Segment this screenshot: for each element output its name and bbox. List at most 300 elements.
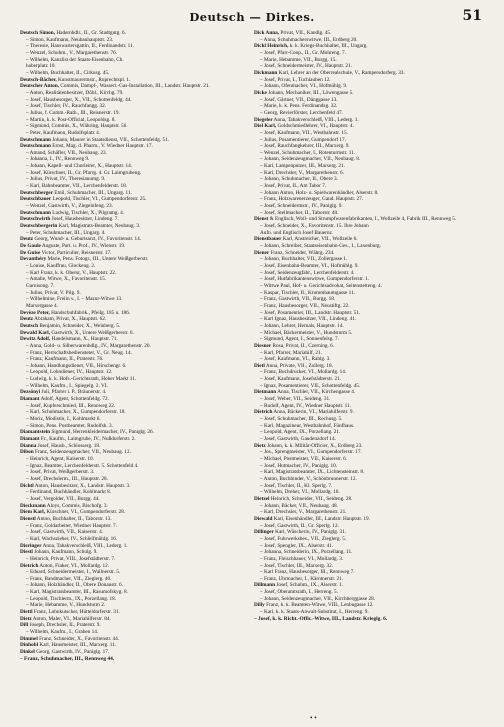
directory-entry bbox=[254, 210, 486, 217]
directory-entry bbox=[254, 589, 486, 596]
entry-details: Johann, Kaufmann, Schulg. 9. bbox=[32, 549, 98, 556]
entry-details: – Karl, Wachszieher, IV., Schleifmühlg. 16. bbox=[26, 535, 118, 542]
entry-details: – Josef, Hutfabrikantenswitwe, Gumpendorferstr. 1. bbox=[260, 276, 370, 283]
entry-surname: Diamantstein bbox=[20, 429, 51, 436]
entry-surname: Dillmann bbox=[254, 582, 276, 589]
directory-entry bbox=[254, 190, 486, 197]
directory-entry bbox=[20, 376, 252, 383]
directory-entry bbox=[20, 549, 252, 556]
entry-details: Privat, VII., Kandlg. 45. bbox=[279, 30, 332, 36]
directory-entry bbox=[20, 37, 252, 44]
directory-entry bbox=[254, 83, 486, 90]
entry-surname: Dickl Heinrich, bbox=[254, 43, 289, 50]
directory-entry bbox=[20, 183, 252, 190]
entry-surname: Deutsch bbox=[20, 322, 39, 329]
directory-entry bbox=[254, 170, 486, 177]
directory-entry bbox=[20, 57, 252, 64]
directory-entry bbox=[254, 383, 486, 390]
directory-entry bbox=[20, 110, 252, 117]
entry-details: Anna, Bäckerin, VI., Mariahilferstr. 9. bbox=[272, 409, 354, 416]
entry-surname: Dienst bbox=[254, 216, 269, 223]
entry-surname: Deutschberger bbox=[20, 189, 53, 196]
entry-details: – Josef, Kaufmann, VI., Rahlg. 3. bbox=[260, 356, 331, 363]
directory-entry bbox=[254, 97, 486, 104]
entry-surname: Deutsch-Bächer, bbox=[20, 76, 57, 83]
entry-details: – Josef, Oberamtsrath, I., Herreng. 5. bbox=[260, 589, 338, 596]
directory-entry bbox=[20, 216, 252, 223]
directory-entry bbox=[254, 117, 486, 124]
directory-entry bbox=[254, 263, 486, 270]
directory-entry bbox=[254, 150, 486, 157]
entry-details: – Georg, Revierförster, Lerchenfeld 47. bbox=[260, 109, 343, 116]
directory-entry bbox=[20, 350, 252, 357]
entry-surname: Deutschbauer bbox=[20, 196, 52, 203]
entry-details: – Sigmund, Agent, I., Sonnenfelsg. 7. bbox=[260, 336, 339, 343]
entry-details: – Josef, Spengler, IX., Alserstr. 41. bbox=[260, 542, 334, 549]
entry-details: – Ignaz, Beamter, Lerchenfelderstr. 5. Schottenfeld 4. bbox=[26, 462, 139, 469]
entry-details: – Peter, Kaufmann, Rudolfsplatz 4. bbox=[26, 129, 101, 136]
entry-surname: Dieckmann bbox=[20, 502, 46, 509]
entry-details: Benjamin, Schneider, X., Weinberg. 5. bbox=[38, 322, 121, 329]
directory-entry bbox=[20, 369, 252, 376]
directory-entry bbox=[20, 516, 252, 523]
directory-entry bbox=[20, 243, 252, 250]
entry-details: – Josef, Rauchfangkehrer, III., Marxerg. 9. bbox=[260, 143, 350, 150]
entry-surname: Dillinger bbox=[254, 529, 274, 536]
directory-entry bbox=[254, 596, 486, 603]
entry-details: – Josef, Tischler, III., Marxerg. 32. bbox=[260, 562, 334, 569]
entry-details: Josef, Schuhm., IX., Alserstr. 1. bbox=[275, 582, 343, 589]
directory-entry bbox=[254, 543, 486, 550]
entry-details: – Josef, Kaufmann, VII., Westbahnstr. 15. bbox=[260, 129, 348, 136]
entry-details: – Franz, Herrschaftsbediensteter, V., Gr. Neug. 14. bbox=[26, 349, 132, 356]
entry-details: – Louise, Kauffrau, Glockeng. 2. bbox=[26, 262, 96, 269]
directory-entry bbox=[254, 456, 486, 463]
right-column bbox=[254, 30, 486, 720]
entry-details: Johann, k. k. Militär-Officier, X., Erdberg 23. bbox=[265, 442, 363, 449]
directory-entry bbox=[20, 356, 252, 363]
entry-details: – Karl Franz, Hausbesorger, III., Rennweg 7. bbox=[260, 569, 355, 576]
directory-entry bbox=[254, 350, 486, 357]
directory-entry bbox=[20, 429, 252, 436]
directory-entry bbox=[254, 536, 486, 543]
entry-details: – Julius, Privat, IV., Theresianumg. 9. bbox=[26, 176, 106, 183]
directory-entry bbox=[20, 316, 252, 323]
entry-details: – Karl, k. k. Staats-Anwalt-Substitut, I., Herreng. 9. bbox=[260, 609, 369, 616]
entry-details: – Josef, Hutmacher, IV., Paniglg. 10. bbox=[260, 462, 338, 469]
entry-details: – Marie, k. k. Pens. Ferdinandsg. 32. bbox=[260, 103, 338, 110]
directory-entry bbox=[20, 150, 252, 157]
directory-entry bbox=[20, 103, 252, 110]
entry-details: – Karl Ignaz, Hausbesitzer, VII., Lindeng. 41. bbox=[260, 316, 357, 323]
entry-details: – Michael, Bäckermeister, V., Hundsturm 5. bbox=[260, 329, 353, 336]
entry-details: Anna, Tabakverschleiß, VIII., Lederg. 1. bbox=[41, 542, 128, 549]
entry-details: – Ferdinand, Buchhändler, Kohlmarkt 8. bbox=[26, 489, 112, 496]
page-header bbox=[22, 10, 482, 26]
entry-details: – Karl, Schuhmacher, X., Gumpendorferstr. 18. bbox=[26, 409, 126, 416]
entry-details: Rosa, Privat, II., Czerning. 6. bbox=[271, 342, 335, 349]
entry-surname: Dietmann bbox=[254, 389, 277, 396]
directory-entry bbox=[20, 230, 252, 237]
entry-details: & Englisch, Woll- und Strumpfwarenfabrikanten, I., Wollzeile 4, Fabrik III., Rennweg 5. bbox=[268, 216, 457, 223]
directory-entry bbox=[254, 77, 486, 84]
directory-entry bbox=[20, 456, 252, 463]
directory-entry bbox=[254, 316, 486, 323]
directory-entry bbox=[20, 589, 252, 596]
directory-entry bbox=[20, 283, 252, 290]
entry-surname: Dietl bbox=[254, 362, 265, 369]
entry-details: Leopold, Tischler, VI., Gumpendorferstr. 25. bbox=[51, 196, 147, 203]
directory-entry bbox=[20, 250, 252, 257]
directory-entry bbox=[20, 509, 252, 516]
directory-entry bbox=[20, 117, 252, 124]
entry-details: – Amand, Schäfler, VII., Neubaug. 23. bbox=[26, 149, 107, 156]
directory-entry bbox=[20, 463, 252, 470]
entry-details: – Simon, Kaufmann, Neubauhauptstr. 23. bbox=[26, 36, 114, 43]
entry-details: – Josef, Privat, Weißgerberstr. 3. bbox=[26, 469, 95, 476]
entry-details: Anna, Tischler, VII., Kirchengasse 4. bbox=[276, 389, 356, 396]
entry-details: – Josef, Tischler, IV., Rauchfangg. 32. bbox=[26, 103, 107, 110]
entry-details: Anton, Buchhalter, II., Taborstr. 13. bbox=[35, 515, 112, 522]
directory-entry bbox=[20, 416, 252, 423]
directory-entry bbox=[254, 323, 486, 330]
entry-details: – Johann, Lehrer, Hernals, Hauptstr. 14. bbox=[260, 322, 344, 329]
entry-details: – Josef, Stellmacher, II., Taborstr. 40. bbox=[260, 209, 339, 216]
folio-mark: • • bbox=[310, 714, 317, 722]
directory-entry bbox=[254, 416, 486, 423]
directory-entry bbox=[254, 230, 486, 237]
entry-details: – Franz, Buchdrucker, VI., Mollardg. 14. bbox=[260, 369, 347, 376]
entry-details: – Josef, Drechslerm., III., Hauptstr. 28. bbox=[26, 475, 108, 482]
directory-entry bbox=[20, 529, 252, 536]
directory-entry bbox=[254, 523, 486, 530]
entry-details: Karl, Magistrats-Beamter, Neubaug. 3. bbox=[57, 223, 141, 230]
entry-details: – Johann, Schuhmacher, II., Obere 3. bbox=[260, 176, 338, 183]
entry-details: – Josef, Hausbesorger, X., VII., Schottenfeldg. 44. bbox=[26, 96, 132, 103]
directory-entry bbox=[254, 123, 486, 130]
directory-entry bbox=[20, 483, 252, 490]
directory-entry bbox=[20, 97, 252, 104]
entry-details: Kürschner, VI., Gumpendorferstr. 28. bbox=[45, 509, 126, 516]
directory-entry bbox=[20, 296, 252, 303]
entry-details: – Josef, Privat, II., Am Tabor 7. bbox=[260, 183, 327, 190]
entry-details: – Moriz, Modistin, I., Kohlmarkt 6. bbox=[26, 416, 101, 423]
directory-entry bbox=[20, 90, 252, 97]
directory-entry bbox=[20, 30, 252, 37]
directory-entry bbox=[20, 323, 252, 330]
directory-entry bbox=[20, 203, 252, 210]
directory-entry bbox=[20, 63, 252, 70]
entry-details: Josef, Hausbesitzer, Lindeng. 7. bbox=[50, 216, 119, 223]
directory-entry bbox=[20, 489, 252, 496]
directory-entry bbox=[20, 609, 252, 616]
entry-details: Marie, Pens. Fotogr., III., Untere Weißgerberstr. bbox=[46, 256, 149, 263]
entry-details: – Franz, Hausbesorger, VII., Neustiftg. 22. bbox=[260, 302, 350, 309]
entry-details: – Marie, Hebamme, VII., Burgg. 15. bbox=[260, 56, 337, 63]
entry-details: – Johann, Bäcker, VII., Neubaug. 48. bbox=[260, 502, 338, 509]
directory-entry bbox=[20, 616, 252, 623]
directory-entry bbox=[20, 629, 252, 636]
entry-details: Kunstmaurermstr., Ruprechtspl. 1. bbox=[56, 76, 131, 83]
entry-details: – Johann, Buchhalter, VII., Zollergasse 1. bbox=[260, 256, 348, 263]
entry-details: – Josef, Kaufmann, Josefstädterstr. 21. bbox=[260, 376, 342, 383]
entry-details: Anton, Hausbesitzer, X., Landstr. Hauptstr. 3. bbox=[33, 482, 131, 489]
directory-entry bbox=[254, 303, 486, 310]
directory-entry bbox=[254, 443, 486, 450]
directory-entry bbox=[254, 496, 486, 503]
entry-details: Anton, Fiaker, VI., Mollardg. 12. bbox=[38, 562, 110, 569]
entry-surname: Diamant bbox=[20, 396, 40, 403]
directory-entry bbox=[20, 123, 252, 130]
entry-surname: Deutschmann bbox=[20, 209, 51, 216]
directory-entry bbox=[20, 569, 252, 576]
directory-entry bbox=[254, 57, 486, 64]
entry-surname: Deutschmann bbox=[20, 136, 51, 143]
entry-details: – Karl Franz, k. k. Oberst, V., Hauptstr. 22. bbox=[26, 269, 117, 276]
directory-entry bbox=[20, 256, 252, 263]
entry-surname: Diettl bbox=[20, 609, 33, 616]
entry-details: – Simon, Pens. Postbeamter, Rudolfsh. 3. bbox=[26, 422, 113, 429]
entry-details: – Wenzel, Gastwirth, V., Ziegelofeng. 23. bbox=[26, 203, 113, 210]
directory-entry bbox=[20, 503, 252, 510]
entry-details: Auguste, Part. u. Prof., IV., Wienstr. 19. bbox=[40, 243, 126, 249]
entry-details: – Sigmund, Commis, X., Währing, Hauptstr. 56. bbox=[26, 123, 128, 130]
entry-details: – Franz, Fleischhauer, VI., Mollardg. 3. bbox=[260, 555, 344, 562]
directory-entry bbox=[20, 556, 252, 563]
running-title: Deutsch — Dirkes. bbox=[189, 10, 315, 24]
directory-entry bbox=[254, 256, 486, 263]
entry-details: – Karl, Drechsler, V., Margarethenstr. 21. bbox=[260, 509, 347, 516]
entry-details: – Michael, Postmeister, VII., Kaiserstr. 6. bbox=[260, 456, 348, 462]
entry-details: – Franz, Uhrmacher, I., Kärntnerstr. 21. bbox=[260, 575, 344, 582]
entry-details: – Leopold, Agent, IX., Porzellang. 21. bbox=[260, 429, 341, 436]
entry-details: Karl, Eisenhändler, III., Landstr. Hauptstr. 19. bbox=[272, 515, 370, 522]
entry-details: – Josef, Gastwirth, II., Gr. Sperlg. 12. bbox=[260, 522, 339, 529]
entry-details: – Wittwe Paul, Hof- u. Gerichtsadvokat, Seitenstetteng. 4. bbox=[260, 282, 382, 289]
left-column bbox=[20, 30, 252, 720]
entry-surname: Diem Karl, bbox=[20, 509, 46, 516]
entry-details: – Karl, Magazineur, Westbahnhof, Fünfhaus. bbox=[260, 422, 355, 429]
entry-surname: Deutz bbox=[20, 236, 34, 243]
directory-entry bbox=[20, 170, 252, 177]
directory-entry bbox=[20, 276, 252, 283]
directory-entry bbox=[254, 356, 486, 363]
entry-surname: Dick Anna, bbox=[254, 30, 280, 36]
directory-entry bbox=[254, 270, 486, 277]
directory-entry bbox=[254, 130, 486, 137]
directory-entry bbox=[20, 476, 252, 483]
entry-surname: Deutschbergerin bbox=[20, 223, 58, 230]
entry-surname: Dieringer bbox=[20, 542, 42, 549]
entry-details: – Josef, Tischler, II., Kl. Sperlg. 7. bbox=[260, 482, 333, 489]
directory-entry bbox=[20, 137, 252, 144]
directory-entry bbox=[20, 622, 252, 629]
entry-surname: Dinkel bbox=[20, 649, 35, 656]
directory-entry bbox=[254, 203, 486, 210]
entry-details: – Josef, Posamentier, III., Landstr. Hauptstr. 51. bbox=[260, 309, 361, 316]
directory-entry bbox=[20, 576, 252, 583]
directory-entry bbox=[20, 642, 252, 649]
entry-surname: Diewald bbox=[254, 515, 273, 522]
directory-entry bbox=[20, 143, 252, 150]
directory-entry bbox=[254, 489, 486, 496]
directory-entry bbox=[254, 137, 486, 144]
entry-surname: Dezsönyi bbox=[20, 389, 41, 396]
entry-details: – Ludwig, k. k. Hofs.-Gerichtsrath, Hoher Markt 11. bbox=[26, 376, 137, 383]
directory-entry bbox=[254, 463, 486, 470]
directory-entry bbox=[254, 563, 486, 570]
directory-entry bbox=[254, 176, 486, 183]
directory-entry bbox=[254, 483, 486, 490]
entry-details: Hadernhdlr., II., Gr. Stadtgutg. 6. bbox=[55, 30, 126, 36]
entry-details: Karl, Hausmeister, III., Marxerg. 11. bbox=[38, 642, 117, 649]
directory-entry bbox=[20, 523, 252, 530]
directory-entry bbox=[254, 50, 486, 57]
entry-details: – Johann, Ofenmacher, VI., Hofmühlg. 9. bbox=[260, 83, 348, 90]
directory-entry bbox=[20, 649, 252, 656]
directory-entry bbox=[254, 63, 486, 70]
directory-entry bbox=[254, 290, 486, 297]
entry-details: – Josef, Vergolder, VII., Burgg. 44. bbox=[26, 495, 100, 502]
entry-surname: Dietz bbox=[254, 442, 266, 449]
directory-entry bbox=[20, 210, 252, 217]
entry-details: Sigmund, Herrenkleidermacher, IV., Paniglg. 26. bbox=[50, 429, 154, 436]
entry-surname: Dienstbauer bbox=[254, 236, 282, 243]
directory-entry bbox=[254, 516, 486, 523]
directory-entry bbox=[254, 389, 486, 396]
entry-surname: Deutz bbox=[20, 316, 34, 323]
directory-entry bbox=[20, 196, 252, 203]
entry-details: – Josef, Weber, VII., Seideng. 31. bbox=[260, 396, 331, 403]
entry-details: Franz, Schneider, Währg. 234. bbox=[269, 249, 335, 256]
entry-details: Josef, Hausb., Schlosserg. 18. bbox=[36, 442, 101, 449]
entry-details: Goldschmiedlehrer, VI., Hauptstr. 4. bbox=[276, 123, 354, 130]
entry-details: – Karl, Pfarrer, Mariahilf, 21. bbox=[260, 349, 322, 356]
entry-details: Anna, Tabakverschleiß, VIII., Lederg. 1. bbox=[272, 116, 359, 123]
entry-details: Ernst, Mag. d. Pharm., V. Wiedner Hauptstr. 17. bbox=[50, 143, 153, 150]
entry-details: – Heinrich, Agent, Kaiserstr. 10. bbox=[26, 456, 94, 462]
directory-entry bbox=[254, 609, 486, 616]
directory-entry bbox=[254, 582, 486, 589]
directory-entry bbox=[20, 163, 252, 170]
entry-surname: Dicke bbox=[254, 89, 267, 96]
directory-entry bbox=[254, 250, 486, 257]
page-number: 51 bbox=[462, 8, 482, 24]
directory-entry bbox=[20, 270, 252, 277]
entry-details: Marxergasse 4. bbox=[26, 302, 58, 309]
directory-entry bbox=[20, 83, 252, 90]
entry-details: – Anton, Buchbinder, V., Schönbrunnerstr. 12. bbox=[260, 475, 357, 482]
entry-surname: Dichtl bbox=[20, 482, 34, 489]
entry-details: Abraham, Privat, X., Hauptstr. 62. bbox=[33, 316, 107, 323]
entry-details: – Karl, Magistratsbeamter, III., Rasumofskyg. 8. bbox=[26, 589, 128, 596]
entry-details: – Eduard, Schneidermeister, I., Wallnerstr. 5. bbox=[26, 569, 121, 576]
entry-details: – Johann, Handlungsdiener, VII., Hirschengr. 6. bbox=[26, 362, 127, 369]
entry-details: – Franz, Goldarbeiter, Wiedner Hauptstr. 7. bbox=[26, 522, 117, 529]
entry-details: Anton, Maler, VI., Mariahilferstr. 84. bbox=[31, 615, 111, 622]
directory-entry bbox=[20, 636, 252, 643]
entry-surname: Dietrich bbox=[20, 562, 39, 569]
directory-entry bbox=[254, 503, 486, 510]
directory-entry bbox=[254, 103, 486, 110]
entry-details: – Wenzel, Schuhmacher, I., Rotenturmstr. 11. bbox=[260, 149, 356, 156]
entry-details: Aloys, Commis, Bischofg. 3. bbox=[45, 502, 108, 509]
entry-details: Georg, Wund- u. Geburtsarzt, IV., Favoritenstr. 14. bbox=[33, 236, 142, 243]
directory-entry bbox=[20, 396, 252, 403]
entry-surname: Dietz bbox=[20, 615, 32, 622]
entry-details: Commis, Dampf-, Wasserl.-Gas-Installation, III., Landstr. Hauptstr. 21. bbox=[59, 83, 210, 90]
directory-entry bbox=[20, 70, 252, 77]
entry-surname: De Gaule bbox=[20, 243, 41, 249]
directory-entry bbox=[20, 43, 252, 50]
entry-details: – Josef, Pfarr-Coop., II., Gr. Mohreng. 7. bbox=[260, 49, 346, 56]
entry-details: – Kaspar, Tischler, II., Krummbaumgasse 11. bbox=[260, 289, 356, 296]
entry-surname: Dimmel bbox=[20, 635, 38, 642]
entry-details: – Josef, Schneidermeister, IV., Hauptstr. 21. bbox=[260, 63, 352, 70]
entry-details: Karl, Lehrer an der Oberrealschule, V., Rampersdorferg. 33. bbox=[277, 69, 405, 76]
directory-entry bbox=[254, 276, 486, 283]
directory-entry bbox=[254, 449, 486, 456]
entry-details: – Josef, Seidenzeugfabr., Lerchenfelderstr. 4. bbox=[260, 269, 355, 276]
entry-details: – Wilhelm, Dreher, VI., Mollardg. 16. bbox=[260, 489, 340, 496]
directory-entry bbox=[254, 376, 486, 383]
entry-details: Gastwirth, X., Untere Weißgerberstr. 6. bbox=[50, 329, 134, 336]
entry-surname: Diestl bbox=[20, 549, 33, 556]
directory-entry bbox=[254, 476, 486, 483]
entry-details: Johann, Maurer in Staatsdienst, VII., Schottenfeldg. 51. bbox=[50, 136, 170, 143]
directory-entry bbox=[254, 556, 486, 563]
directory-entry bbox=[20, 423, 252, 430]
entry-details: Anna, Private, VII., Zollerg. 18. bbox=[264, 362, 333, 369]
entry-details: – Johann Anton, Holz- u. Spielwarenhändler, Alserstr. 8. bbox=[260, 189, 379, 196]
entry-details: – Josef, Schuhmacher, III., Rochusg. 5. bbox=[260, 416, 343, 423]
entry-surname: Dewald Karl, bbox=[20, 329, 51, 336]
directory-entry bbox=[20, 130, 252, 137]
directory-entry bbox=[254, 70, 486, 77]
directory-entry bbox=[20, 50, 252, 57]
entry-details: – Leopold, Tischlerm., IX., Porzellang. 18. bbox=[26, 595, 117, 602]
entry-details: Franz, Lohnkutscher, Hütteldorferstr. 31. bbox=[32, 609, 120, 616]
entry-details: – Franz, Gastwirth, VII., Burgg. 18. bbox=[260, 296, 336, 303]
entry-details: – Karl, Magistratsbeamter, IX., Lichtensteinstr. 8. bbox=[260, 469, 365, 476]
entry-surname: Diel Karl, bbox=[254, 123, 277, 130]
directory-entry bbox=[20, 563, 252, 570]
entry-details: – Johann, Seidenzeugmacher, VII., Kirchberggasse 28. bbox=[260, 595, 376, 602]
entry-details: – Karl, Drechsler, V., Margarethenstr. 6. bbox=[260, 169, 344, 176]
entry-surname: Dienstl bbox=[20, 515, 36, 522]
entry-details: – Anna, Gold- u. Silberwarenhdlg., IV., Margarethenstr. 20. bbox=[26, 342, 151, 349]
entry-details: – Karl, Bahnbeamter, VII., Lerchenfelderstr. 18. bbox=[26, 183, 128, 190]
directory-entry bbox=[20, 543, 252, 550]
entry-details: Fr., Kaufm., Laimgrube, IV., Nußdorferstr. 2. bbox=[39, 436, 136, 443]
directory-entry bbox=[254, 156, 486, 163]
entry-details: Georg, Gastwirth, IV., Paniglg. 17. bbox=[34, 649, 110, 656]
entry-details: – Franz, Kaufmann, II., Praterstr. 76. bbox=[26, 356, 104, 363]
entry-details: Ludwig, Tischler, X., Pilgramg. 4. bbox=[50, 209, 125, 216]
directory-entry bbox=[20, 303, 252, 310]
entry-surname: Dill bbox=[20, 622, 29, 629]
entry-details: haberplatz 10. bbox=[26, 63, 56, 70]
directory-entry bbox=[254, 429, 486, 436]
directory-entry bbox=[20, 156, 252, 163]
entry-surname: Dilly bbox=[254, 602, 265, 609]
entry-details: – Josef, Gärtner, VII., Dänggasse 13. bbox=[260, 96, 338, 103]
directory-entry bbox=[20, 343, 252, 350]
directory-entry bbox=[20, 383, 252, 390]
entry-details: – Josef, Schneider, X., Favoritenstr. 15. Ihre Johann bbox=[260, 223, 369, 230]
directory-entry bbox=[20, 469, 252, 476]
entry-details: Heinrich, Schneider, VII., Seideng. 28. bbox=[269, 495, 353, 502]
